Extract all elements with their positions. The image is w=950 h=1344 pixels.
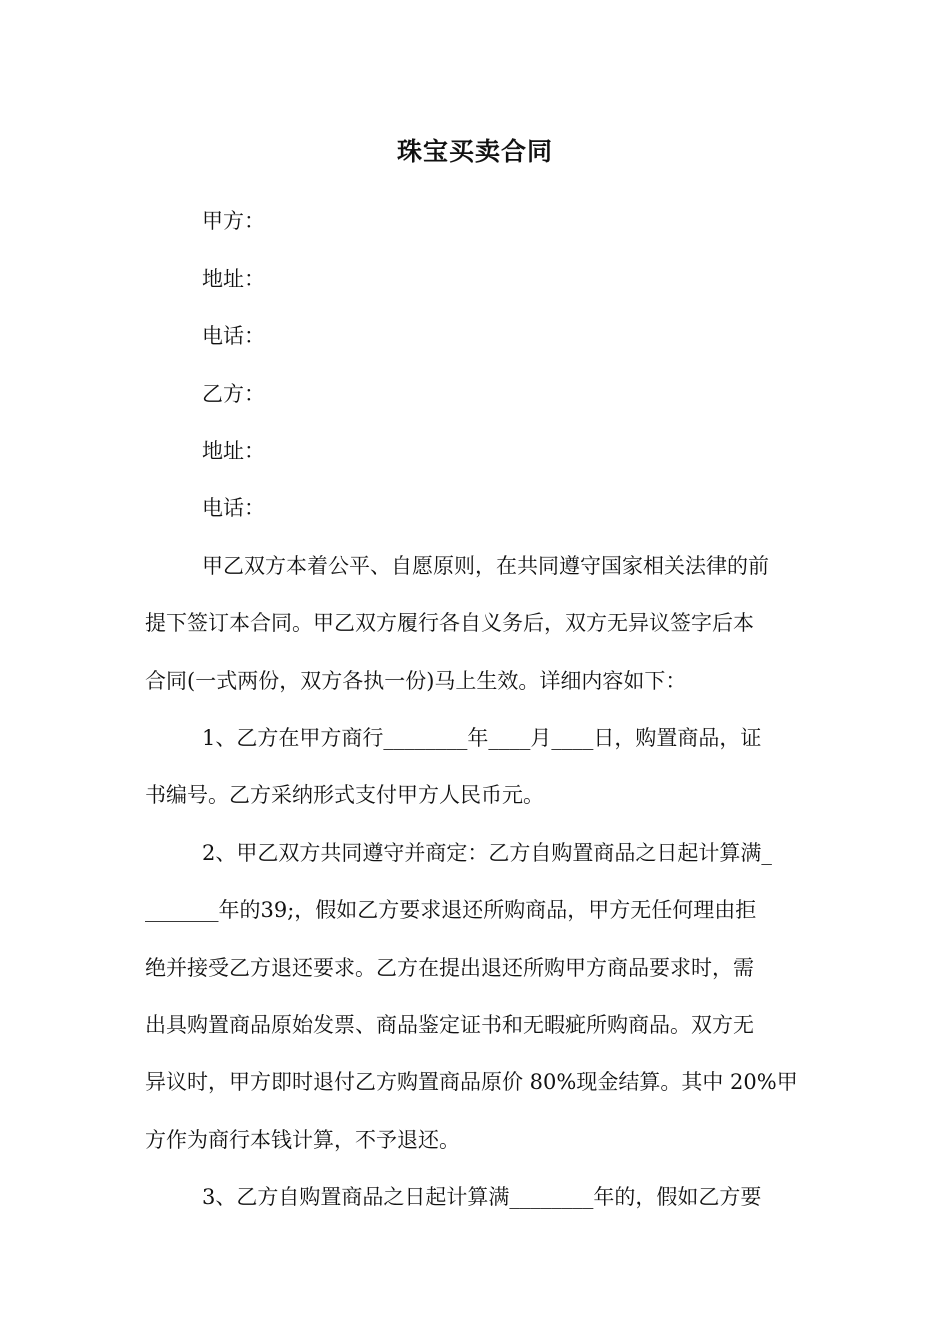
clause-2-line: 方作为商行本钱计算，不予退还。 (145, 1128, 460, 1152)
clause-2-line: 出具购置商品原始发票、商品鉴定证书和无暇疵所购商品。双方无 (145, 1013, 754, 1037)
party-a-phone-label: 电话： (202, 324, 265, 348)
clause-2-line: _______年的39;，假如乙方要求退还所购商品，甲方无任何理由拒 (145, 898, 757, 922)
clause-2-line: 绝并接受乙方退还要求。乙方在提出退还所购甲方商品要求时，需 (145, 956, 754, 980)
clause-3-line: 3、乙方自购置商品之日起计算满________年的，假如乙方要 (202, 1185, 762, 1209)
party-b-phone-label: 电话： (202, 496, 265, 520)
party-a-address-label: 地址： (202, 267, 265, 291)
preamble-line: 提下签订本合同。甲乙双方履行各自义务后，双方无异议签字后本 (145, 611, 754, 635)
preamble-line: 合同(一式两份，双方各执一份)马上生效。详细内容如下： (145, 669, 687, 693)
document-title: 珠宝买卖合同 (396, 137, 553, 166)
clause-1-line: 1、乙方在甲方商行________年____月____日，购置商品，证 (202, 726, 762, 750)
party-b-label: 乙方： (202, 382, 265, 406)
clause-2-line: 2、甲乙双方共同遵守并商定：乙方自购置商品之日起计算满_ (202, 841, 772, 865)
preamble-line: 甲乙双方本着公平、自愿原则，在共同遵守国家相关法律的前 (202, 554, 769, 578)
clause-2-line: 异议时，甲方即时退付乙方购置商品原价 80%现金结算。其中 20%甲 (145, 1070, 798, 1094)
party-a-label: 甲方： (202, 209, 265, 233)
clause-1-line: 书编号。乙方采纳形式支付甲方人民币元。 (145, 783, 544, 807)
party-b-address-label: 地址： (202, 439, 265, 463)
